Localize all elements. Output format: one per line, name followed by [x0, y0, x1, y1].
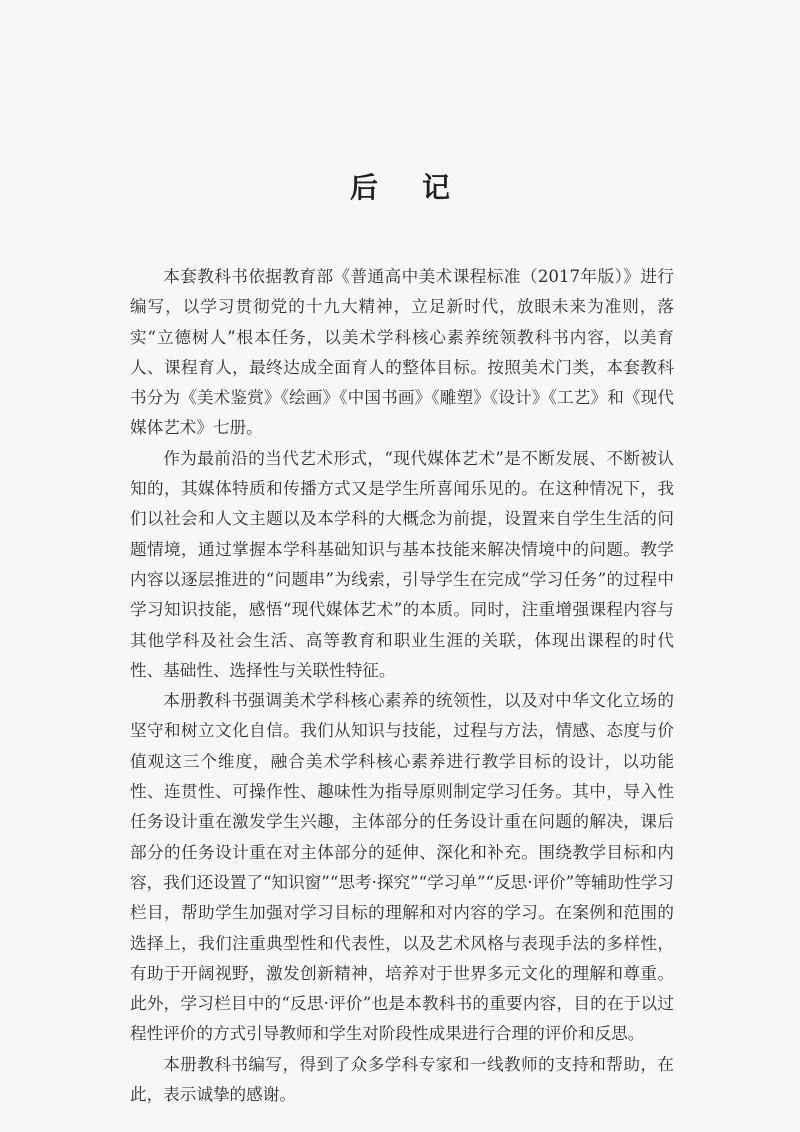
- paragraph-4: 本册教科书编写，得到了众多学科专家和一线教师的支持和帮助，在此，表示诚挚的感谢。: [130, 1054, 674, 1105]
- page-title-char-2: 记: [422, 171, 451, 204]
- page-title-char-1: 后: [349, 171, 378, 204]
- page-title: [0, 166, 800, 206]
- paragraph-1: 本套教科书依据教育部《普通高中美术课程标准（2017年版）》进行编写，以学习贯彻党的十九大精神，立足新时代，放眼未来为准则，落实“立德树人”根本任务，以美术学科核心素养统领教科书内容，以美育人、课程育人，最终达成全面育人的整体目标。按照美术门类，本套教科书分为《美术鉴赏》《绘画》《中国书画》《雕塑》《设计》《工艺》和《现代媒体艺术》七册。: [130, 267, 674, 438]
- afterword-body: [130, 262, 674, 1110]
- paragraph-3: 本册教科书强调美术学科核心素养的统领性，以及对中华文化立场的坚守和树立文化自信。我们从知识与技能，过程与方法，情感、态度与价值观这三个维度，融合美术学科核心素养进行教学目标的设计，以功能性、连贯性、可操作性、趣味性为指导原则制定学习任务。其中，导入性任务设计重在激发学生兴趣，主体部分的任务设计重在问题的解决，课后部分的任务设计重在对主体部分的延伸、深化和补充。围绕教学目标和内容，我们还设置了“知识窗”“思考·探究”“学习单”“反思·评价”等辅助性学习栏目，帮助学生加强对学习目标的理解和对内容的学习。在案例和范围的选择上，我们注重典型性和代表性，以及艺术风格与表现手法的多样性，有助于开阔视野，激发创新精神，培养对于世界多元文化的理解和尊重。此外，学习栏目中的“反思·评价”也是本教科书的重要内容，目的在于以过程性评价的方式引导教师和学生对阶段性成果进行合理的评价和反思。: [130, 691, 674, 1044]
- paragraph-2: 作为最前沿的当代艺术形式，“现代媒体艺术”是不断发展、不断被认知的，其媒体特质和传播方式又是学生所喜闻乐见的。在这种情况下，我们以社会和人文主题以及本学科的大概念为前提，设置来自学生生活的问题情境，通过掌握本学科基础知识与基本技能来解决情境中的问题。教学内容以逐层推进的“问题串”为线索，引导学生在完成“学习任务”的过程中学习知识技能，感悟“现代媒体艺术”的本质。同时，注重增强课程内容与其他学科及社会生活、高等教育和职业生涯的关联，体现出课程的时代性、基础性、选择性与关联性特征。: [130, 448, 674, 680]
